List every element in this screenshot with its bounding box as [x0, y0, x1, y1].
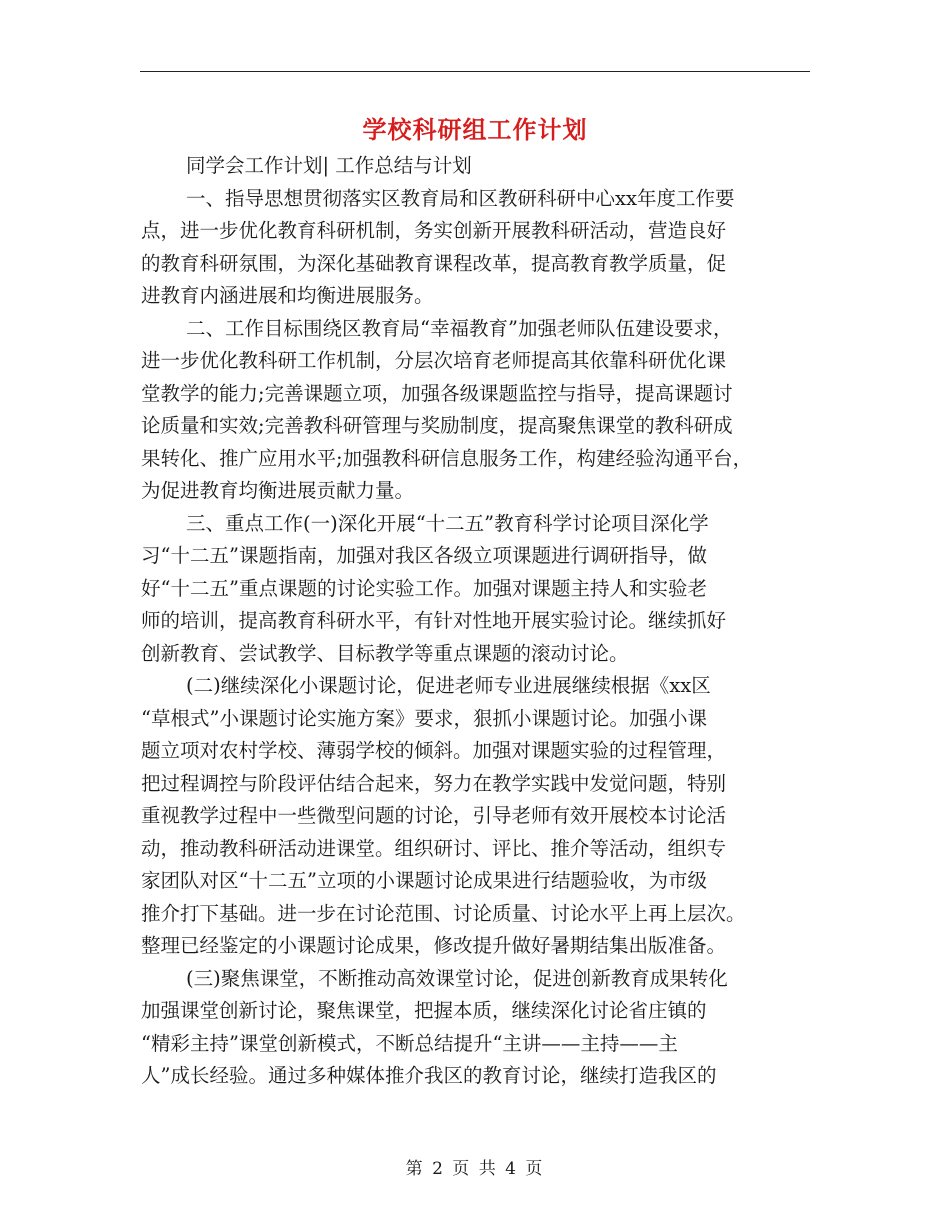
text-line: 整理已经鉴定的小课题讨论成果，修改提升做好暑期结集出版准备。	[141, 934, 727, 957]
text-line: 人”成长经验。通过多种媒体推介我区的教育讨论，继续打造我区的	[141, 1064, 717, 1087]
text-line: 为促进教育均衡进展贡献力量。	[141, 479, 415, 502]
text-line: 同学会工作计划| 工作总结与计划	[186, 154, 472, 177]
text-line: 题立项对农村学校、薄弱学校的倾斜。加强对课题实验的过程管理，	[141, 739, 727, 762]
text-line: 进一步优化教科研工作机制，分层次培育老师提高其依靠科研优化课	[141, 349, 727, 372]
text-line: 果转化、推广应用水平;加强教科研信息服务工作，构建经验沟通平台，	[141, 446, 753, 470]
text-line: 加强课堂创新讨论，聚焦课堂，把握本质，继续深化讨论省庄镇的	[141, 999, 707, 1022]
document-title: 学校科研组工作计划	[362, 115, 588, 144]
text-line: 二、工作目标围绕区教育局“幸福教育”加强老师队伍建设要求，	[186, 316, 733, 340]
page-number: 第 2 页 共 4 页	[405, 1159, 545, 1179]
text-line: 创新教育、尝试教学、目标教学等重点课题的滚动讨论。	[141, 641, 629, 665]
text-line: 堂教学的能力;完善课题立项，加强各级课题监控与指导，提高课题讨	[141, 381, 733, 405]
document-body	[141, 150, 813, 1093]
text-line: 重视教学过程中一些微型问题的讨论，引导老师有效开展校本讨论活	[141, 804, 727, 827]
text-line: 动，推动教科研活动进课堂。组织研讨、评比、推介等活动，组织专	[141, 836, 727, 860]
text-line: 论质量和实效;完善教科研管理与奖励制度，提高聚焦课堂的教科研成	[141, 414, 733, 437]
text-line: 推介打下基础。进一步在讨论范围、讨论质量、讨论水平上再上层次。	[141, 901, 746, 925]
text-line: 的教育科研氛围，为深化基础教育课程改革，提高教育教学质量，促	[141, 251, 727, 275]
text-line: “精彩主持”课堂创新模式，不断总结提升“主讲——主持——主	[141, 1031, 678, 1055]
text-line: 家团队对区“十二五”立项的小课题讨论成果进行结题验收，为市级	[141, 869, 707, 892]
text-line: (二)继续深化小课题讨论，促进老师专业进展继续根据《xx区	[186, 674, 711, 697]
text-line: 好“十二五”重点课题的讨论实验工作。加强对课题主持人和实验老	[141, 576, 707, 600]
header-rule	[140, 71, 810, 72]
text-line: 师的培训，提高教育科研水平，有针对性地开展实验讨论。继续抓好	[141, 609, 727, 632]
text-line: 进教育内涵进展和均衡进展服务。	[141, 284, 434, 307]
text-line: 一、指导思想贯彻落实区教育局和区教研科研中心xx年度工作要	[186, 186, 735, 210]
text-line: (三)聚焦课堂，不断推动高效课堂讨论，促进创新教育成果转化	[186, 966, 728, 990]
text-line: “草根式”小课题讨论实施方案》要求，狠抓小课题讨论。加强小课	[141, 706, 707, 730]
text-line: 三、重点工作(一)深化开展“十二五”教育科学讨论项目深化学	[186, 511, 709, 535]
text-line: 把过程调控与阶段评估结合起来，努力在教学实践中发觉问题，特别	[141, 771, 727, 795]
text-line: 习“十二五”课题指南，加强对我区各级立项课题进行调研指导，做	[141, 544, 707, 567]
text-line: 点，进一步优化教育科研机制，务实创新开展教科研活动，营造良好	[141, 219, 727, 242]
